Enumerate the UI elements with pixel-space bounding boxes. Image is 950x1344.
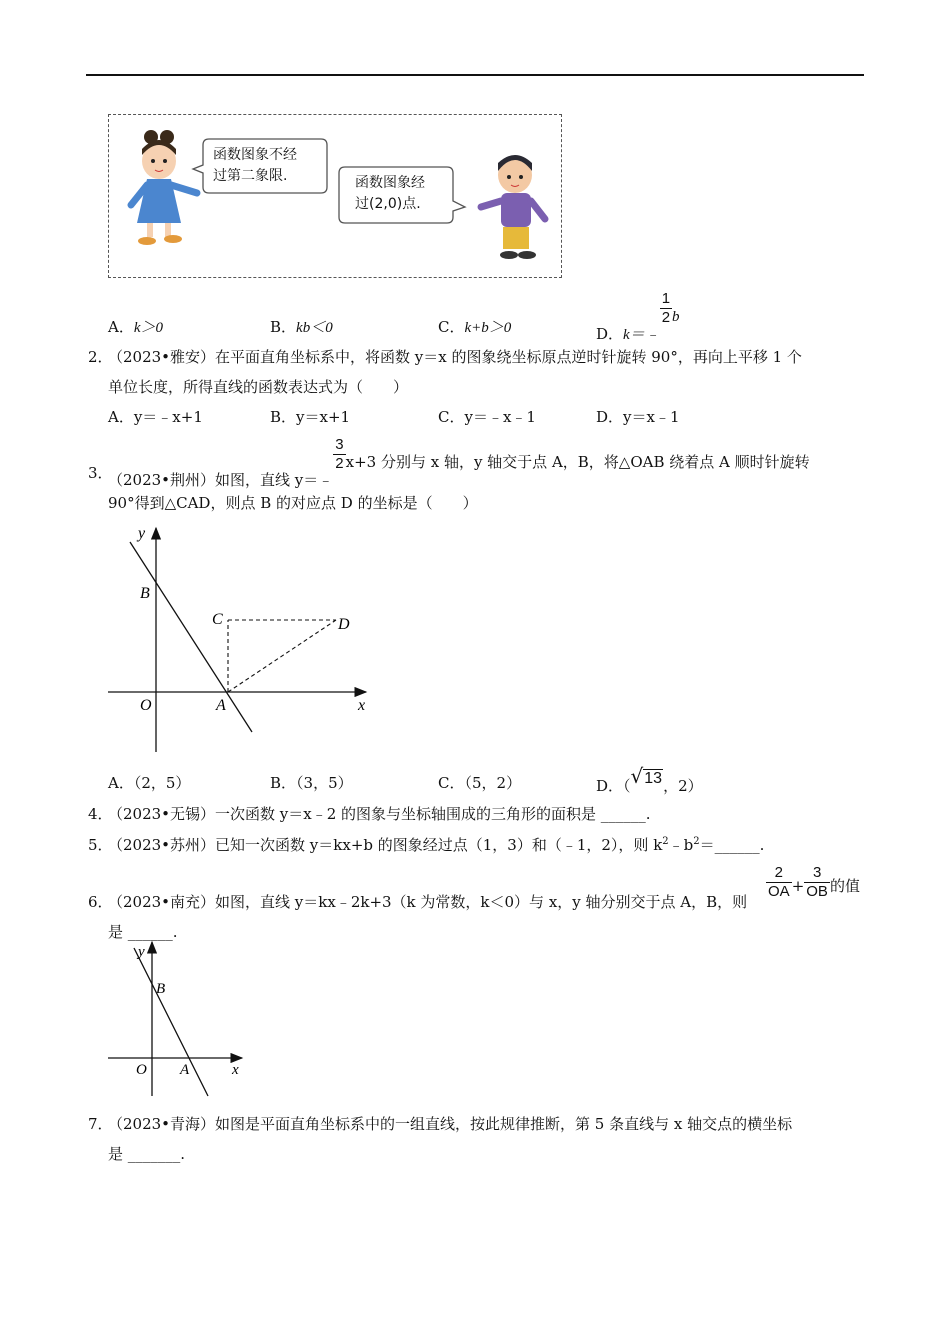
q2-number: 2． (88, 348, 113, 366)
boy-speech-line: 过(2,0)点. (355, 196, 421, 212)
illustration-box (108, 114, 562, 278)
boy-speech-line: 函数图象经 (355, 175, 425, 191)
q6-fraction-expr (766, 864, 860, 901)
superscript: 2 (662, 836, 669, 847)
q6-text: 的值 (829, 876, 860, 895)
q3-graph (100, 518, 380, 758)
girl-speech-line: 函数图象不经 (213, 147, 297, 163)
option-letter: A． (108, 318, 134, 336)
label-x: x (232, 1062, 239, 1078)
q6-number: 6． (88, 893, 113, 911)
fraction-denominator: 2 (661, 309, 671, 326)
q1-option-d (596, 290, 680, 343)
label-a: A (216, 697, 226, 714)
fraction-numerator: 3 (804, 864, 830, 883)
label-o: O (140, 697, 152, 714)
q1-option-b (270, 316, 333, 337)
boy-figure (481, 155, 545, 259)
q3-stem-line2: 90°得到△CAD，则点 B 的对应点 D 的坐标是（ ） (108, 494, 478, 512)
q5-stem (108, 834, 764, 855)
q5-number: 5． (88, 836, 113, 854)
option-text: D．（ (596, 777, 631, 795)
q3-option-a: A．（2，5） (108, 774, 191, 792)
q3-number: 3． (88, 464, 113, 482)
option-letter: D． (596, 324, 624, 343)
q2-option-b: B．y＝x+1 (270, 408, 351, 426)
q2-option-d: D．y＝x﹣1 (596, 408, 680, 426)
q5-text: （2023•苏州）已知一次函数 y＝kx+b 的图象经过点（1，3）和（﹣1，2），则 k (108, 836, 663, 854)
label-a: A (180, 1062, 190, 1078)
label-b: B (156, 981, 166, 997)
q7-stem-line2: 是 _______. (108, 1145, 186, 1163)
q3-stem-line1 (108, 436, 810, 489)
q1-option-c (438, 316, 511, 337)
q6-stem-line2: 是 ______. (108, 923, 178, 941)
q1-option-a (108, 316, 163, 337)
cartoon-figures (109, 115, 561, 277)
header-rule (86, 74, 864, 76)
q3-text: x+3 分别与 x 轴，y 轴交于点 A，B，将△OAB 绕着点 A 顺时针旋转 (345, 452, 810, 471)
q2-stem-line1: （2023•雅安）在平面直角坐标系中，将函数 y＝x 的图象绕坐标原点逆时针旋转 90°，再向上平移 1 个 (108, 348, 802, 366)
segment-ad (228, 620, 336, 692)
q5-text: ＝______. (699, 836, 765, 854)
q6-stem-line1: （2023•南充）如图，直线 y＝kx﹣2k+3（k 为常数，k＜0）与 x，y 轴分别交于点 A，B，则 (108, 893, 748, 911)
option-text: ，2） (663, 777, 703, 795)
q5-text: ﹣b (668, 836, 694, 854)
option-letter: C． (438, 318, 465, 336)
option-letter: B． (270, 318, 297, 336)
sqrt-symbol: √ (630, 764, 644, 788)
girl-speech-line: 过第二象限. (213, 168, 288, 184)
q3-option-c: C．（5，2） (438, 774, 522, 792)
option-expr: b (672, 308, 680, 325)
q4-stem: （2023•无锡）一次函数 y＝x﹣2 的图象与坐标轴围成的三角形的面积是 ______. (108, 805, 651, 823)
q6-graph (100, 936, 260, 1106)
label-d: D (338, 616, 350, 633)
option-expr: kb＜0 (296, 320, 333, 336)
plus-sign: + (791, 876, 805, 895)
sqrt-radicand: 13 (644, 770, 663, 787)
q3-option-d (596, 764, 703, 795)
fraction (766, 864, 792, 901)
label-y: y (138, 944, 145, 960)
fraction-denominator: 2 (335, 455, 344, 472)
q2-option-a: A．y＝﹣x+1 (108, 408, 203, 426)
label-c: C (212, 611, 223, 628)
label-y: y (138, 525, 146, 542)
fraction-numerator: 3 (335, 436, 344, 453)
q2-option-c: C．y＝﹣x﹣1 (438, 408, 536, 426)
label-o: O (136, 1062, 147, 1078)
fraction-denominator: OB (806, 883, 828, 900)
fraction (660, 290, 672, 327)
label-x: x (358, 697, 366, 714)
q7-stem-line1: （2023•青海）如图是平面直角坐标系中的一组直线，按此规律推断，第 5 条直线与 x 轴交点的横坐标 (108, 1115, 793, 1133)
option-expr: k＞0 (133, 320, 164, 336)
label-b: B (140, 585, 150, 602)
girl-speech (213, 145, 297, 187)
q4-number: 4． (88, 805, 113, 823)
fraction (804, 864, 830, 901)
boy-speech (355, 173, 425, 215)
fraction-numerator: 1 (661, 290, 671, 307)
q3-text: （2023•荆州）如图，直线 y＝﹣ (108, 470, 334, 489)
fraction-numerator: 2 (766, 864, 792, 883)
fraction (333, 436, 345, 473)
superscript: 2 (693, 836, 700, 847)
q7-number: 7． (88, 1115, 113, 1133)
option-expr: k＝﹣ (623, 326, 660, 343)
fraction-denominator: OA (768, 883, 790, 900)
q3-option-b: B．（3，5） (270, 774, 353, 792)
option-expr: k+b＞0 (464, 320, 512, 336)
q2-stem-line2: 单位长度，所得直线的函数表达式为（ ） (108, 378, 409, 396)
girl-figure (131, 130, 197, 245)
